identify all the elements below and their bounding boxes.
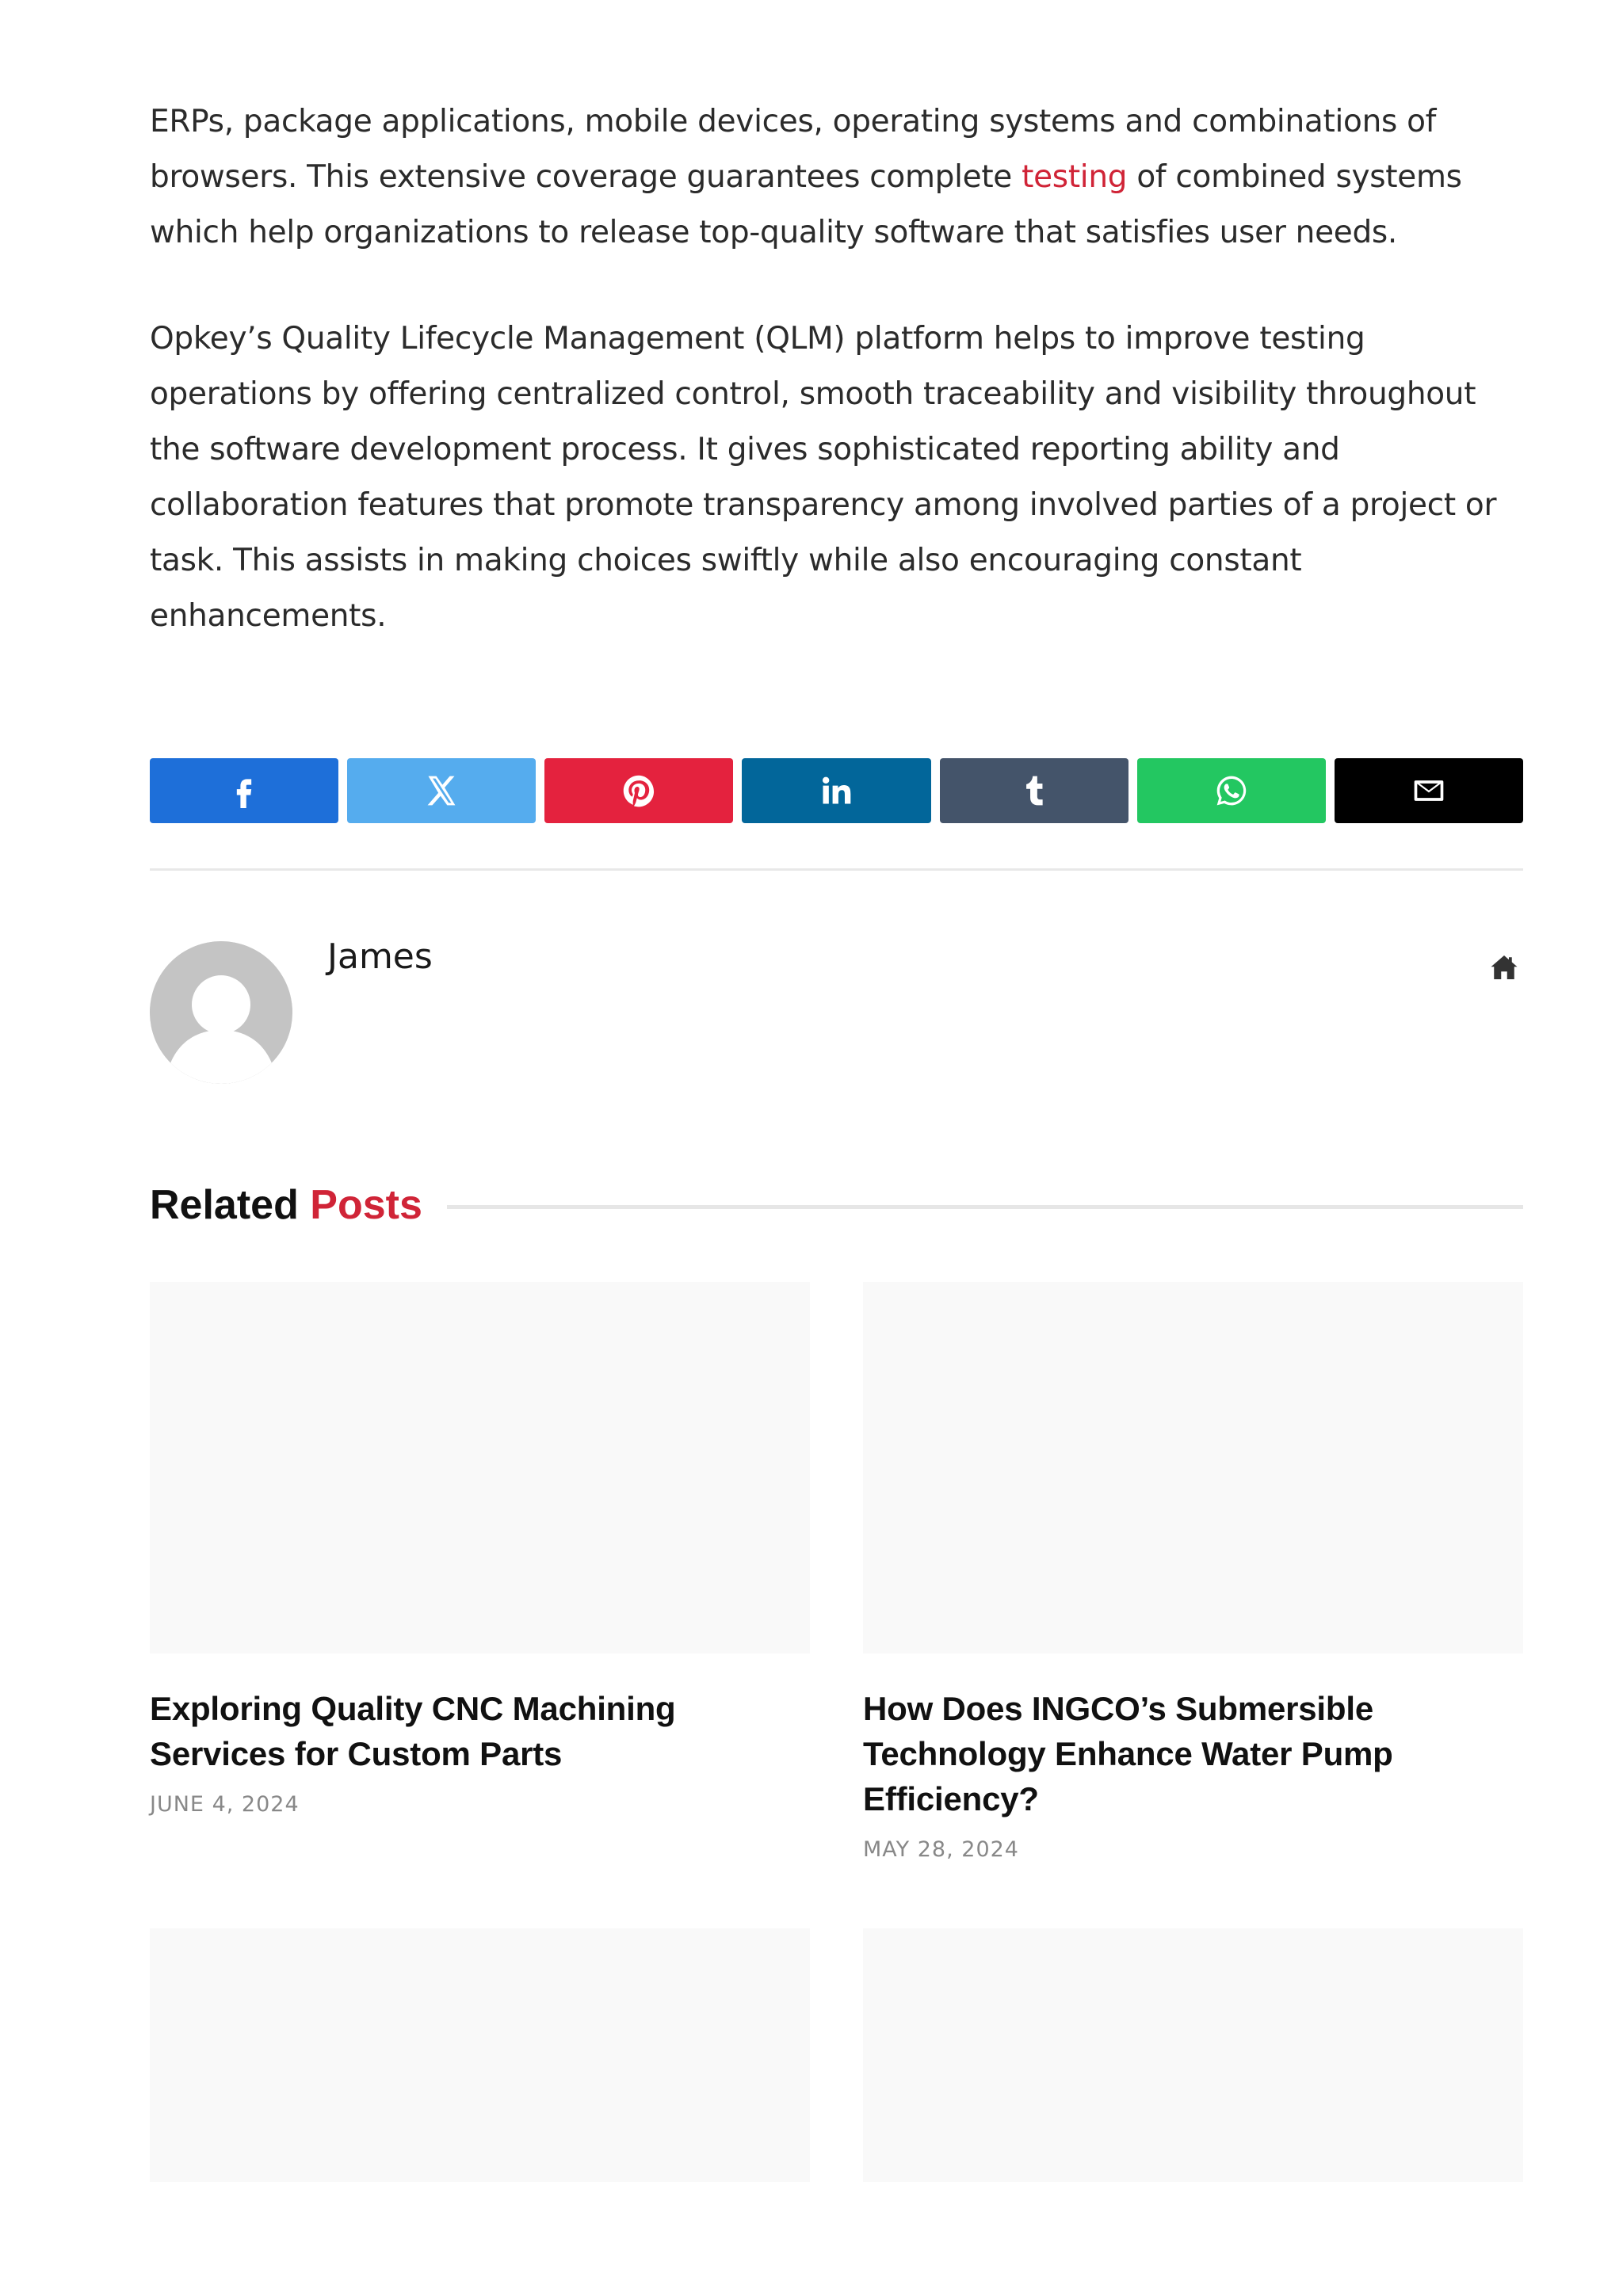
article-paragraph (150, 94, 1523, 261)
post-date: JUNE 4, 2024 (150, 1792, 300, 1817)
tumblr-icon (1017, 773, 1052, 808)
facebook-icon (227, 773, 262, 808)
share-whatsapp-button[interactable] (1137, 758, 1326, 823)
related-post-card (863, 1282, 1523, 1862)
post-title[interactable]: How Does INGCO’s Submersible Technology Enhance Water Pump Efficiency? (863, 1690, 1393, 1817)
related-title-main: Related (150, 1182, 299, 1228)
related-title-accent: Posts (310, 1182, 422, 1228)
paragraph-text: ERPs, package applications, mobile devices, operating systems and combinations of browsers. This extensive coverage guarantees complete (150, 104, 1437, 195)
share-tumblr-button[interactable] (940, 758, 1128, 823)
post-date: MAY 28, 2024 (863, 1837, 1019, 1862)
share-bar (150, 758, 1523, 823)
home-icon[interactable] (1490, 954, 1518, 981)
user-silhouette-icon (150, 941, 292, 1084)
pinterest-icon (621, 773, 656, 808)
x-icon (424, 773, 459, 808)
share-email-button[interactable] (1335, 758, 1523, 823)
related-post-card (150, 1928, 810, 2182)
section-divider (150, 868, 1523, 871)
share-pinterest-button[interactable] (544, 758, 733, 823)
post-thumbnail[interactable] (863, 1928, 1523, 2182)
related-header-line (447, 1205, 1523, 1209)
post-title[interactable]: Exploring Quality CNC Machining Services for Custom Parts (150, 1690, 676, 1772)
linkedin-icon (819, 773, 854, 808)
post-thumbnail[interactable] (863, 1282, 1523, 1653)
email-icon (1411, 773, 1446, 808)
article-paragraph: Opkey’s Quality Lifecycle Management (QLM) platform helps to improve testing operations by offering centralized control, smooth traceability and visibility throughout the software development process. It gives sophisticated reporting ability and collaboration features that promote transparency among involved parties of a project or task. This assists in making choices swiftly while also encouraging constant enhancements. (150, 321, 1497, 634)
related-post-card (150, 1282, 810, 1817)
author-box (150, 936, 1523, 1084)
related-posts-header (150, 1177, 1523, 1233)
avatar[interactable] (150, 941, 292, 1084)
share-x-button[interactable] (347, 758, 536, 823)
share-linkedin-button[interactable] (742, 758, 930, 823)
testing-link[interactable]: testing (1022, 159, 1128, 195)
whatsapp-icon (1214, 773, 1249, 808)
author-name[interactable]: James (327, 936, 433, 977)
related-posts-title (150, 1177, 422, 1233)
paragraph-text: of combined systems which help organizations to release top-quality software that satisfies user needs. (150, 159, 1462, 250)
post-thumbnail[interactable] (150, 1282, 810, 1653)
share-facebook-button[interactable] (150, 758, 338, 823)
related-post-card (863, 1928, 1523, 2182)
post-thumbnail[interactable] (150, 1928, 810, 2182)
